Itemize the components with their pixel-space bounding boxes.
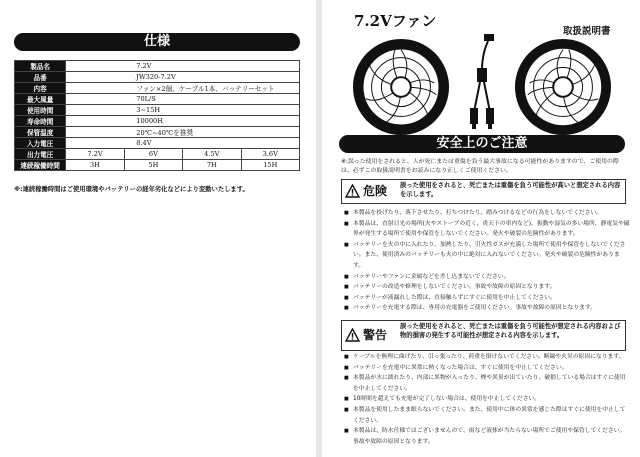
danger-list — [344, 208, 630, 314]
spec-sub-value: 7.2V — [66, 149, 124, 160]
spec-sub-value: 6V — [124, 149, 182, 160]
spec-label: 連続稼働時間 — [15, 160, 66, 171]
spec-row — [15, 127, 300, 138]
spec-value: ファン×2個、ケーブル1本、バッテリーセット — [66, 83, 300, 94]
spec-sub-value: 5H — [124, 160, 182, 171]
list-item: ■ バッテリーを充電中に異常に熱くなった場合は、すぐに使用を中止してください。 — [344, 363, 630, 374]
spec-label: 寿命時間 — [15, 116, 66, 127]
spec-value: 10000H — [66, 116, 300, 127]
spec-label: 入力電圧 — [15, 138, 66, 149]
list-item: ■ バッテリーの改造や修理をしないでください。事故や故障の原因となります。 — [344, 282, 630, 293]
spec-label: 使用時間 — [15, 105, 66, 116]
spec-label: 製品名 — [15, 61, 66, 72]
spec-label: 内容 — [15, 83, 66, 94]
safety-title: 安全上のご注意 — [339, 135, 625, 153]
spec-sub-value: 4.5V — [183, 149, 241, 160]
warning-list — [344, 352, 630, 447]
spec-value: 7.2V — [66, 61, 300, 72]
runtime-row — [15, 160, 300, 171]
runtime-note: ※:連続稼働時間はご使用環境やバッテリーの経年劣化などにより変動いたします。 — [14, 186, 249, 193]
spec-row — [15, 61, 300, 72]
cable-image — [462, 32, 502, 132]
list-item: ■ 本製品が水に濡れたり、内部に異物が入ったり、煙や異臭が出ていたり、破損している場合はすぐに使用を中止してください。 — [344, 373, 630, 394]
danger-box — [341, 179, 626, 204]
spec-page — [0, 0, 316, 457]
list-item: ■ 本製品は、直射日光の場所(火やストーブの近く、炎天下の車内など)、振動や湿気の多い場所、静電気や磁界が発生する場所で使用や保管をしないでください。発火や破裂の危険性があります。 — [344, 219, 630, 240]
list-item: ■ 10時間を超えても充電が完了しない場合は、使用を中止してください。 — [344, 394, 630, 405]
list-item: ■ バッテリーやファンに金属などを差し込まないでください。 — [344, 272, 630, 283]
spec-row — [15, 116, 300, 127]
spec-value: 70L/S — [66, 94, 300, 105]
warning-triangle-icon — [345, 328, 360, 342]
spec-row — [15, 138, 300, 149]
spec-value: JW320-7.2V — [66, 72, 300, 83]
spec-row — [15, 72, 300, 83]
list-item: ■ バッテリーを火の中に入れたり、加熱したり、引火性ガスが充満した場所で使用や保管をしないでください。また、使用済みのバッテリーも火の中に絶対に入れないでください。発火や破裂の危険性があります。 — [344, 240, 630, 272]
warning-triangle-icon — [345, 184, 360, 198]
danger-description: 誤った使用をされると、死亡または重傷を負う可能性が高いと想定される内容を示します。 — [400, 182, 621, 198]
fan-right-image — [514, 38, 612, 136]
list-item: ■ 本製品は、防水仕様ではございませんので、雨など液体が当たらない場所でご使用や保管してください。事故や故障の原因となります。 — [344, 426, 630, 447]
spec-sub-value: 3.6V — [241, 149, 299, 160]
spec-row — [15, 83, 300, 94]
spec-table — [14, 60, 300, 171]
spec-row — [15, 94, 300, 105]
list-item: ■ バッテリーが液漏れした際は、直接触らずにすぐに使用を中止してください。 — [344, 293, 630, 304]
spec-sub-value: 3H — [66, 160, 124, 171]
spec-value: 3~15H — [66, 105, 300, 116]
warning-heading: 警告 — [363, 328, 388, 342]
list-item: ■ バッテリーを充電する際は、専用の充電器をご使用ください。事故や故障の原因となります。 — [344, 303, 630, 314]
spec-row — [15, 105, 300, 116]
warning-description: 誤った使用をされると、死亡または重傷を負う可能性が想定される内容および物的損害の発生する可能性が想定される内容を示します。 — [400, 323, 621, 339]
list-item: ■ 本製品を投げたり、落下させたり、打ちつけたり、踏みつけるなどの行為をしないでください。 — [344, 208, 630, 219]
danger-heading: 危険 — [363, 184, 388, 198]
spec-sub-value: 7H — [183, 160, 241, 171]
danger-heading-block — [342, 180, 398, 203]
spec-value: 20℃~40℃を推奨 — [66, 127, 300, 138]
spec-title: 仕様 — [14, 33, 300, 51]
list-item: ■ ケーブルを無理に曲げたり、引っ張ったり、荷重を掛けないでください。断線や火災の原因になります。 — [344, 352, 630, 363]
manual-label: 取扱説明書 — [563, 26, 611, 37]
warning-box — [341, 320, 626, 351]
safety-intro: ※:誤った使用をされると、人が死亡または重傷を負う最大事故になる可能性がありますので、ご使用の際は、必ずこの取扱説明書をお読みになり正しくご使用ください。 — [341, 159, 619, 174]
spec-label: 出力電圧 — [15, 149, 66, 160]
spec-sub-value: 15H — [241, 160, 299, 171]
spec-label: 最大風量 — [15, 94, 66, 105]
output-voltage-row — [15, 149, 300, 160]
warning-heading-block — [342, 321, 398, 350]
product-title: 7.2Vファン — [354, 12, 437, 30]
fan-left-image — [352, 38, 450, 136]
list-item: ■ 本製品を使用したまま眠らないでください。また、使用中に体の異常を感じた際はすぐに使用を中止してください。 — [344, 405, 630, 426]
spec-label: 品番 — [15, 72, 66, 83]
spec-value: 8.4V — [66, 138, 300, 149]
spec-label: 保管温度 — [15, 127, 66, 138]
